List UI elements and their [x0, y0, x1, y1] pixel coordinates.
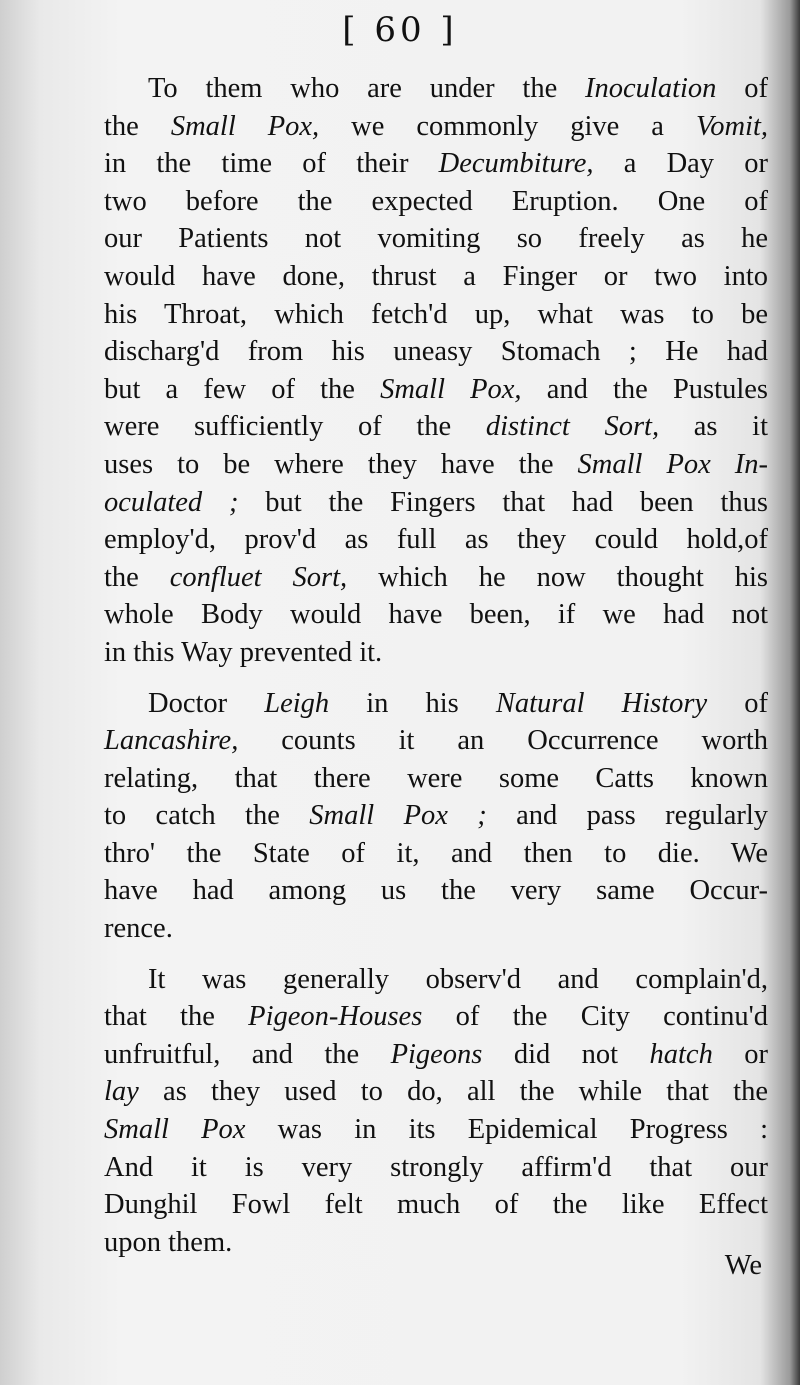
text-segment: but the Fingers that had been thus	[238, 486, 768, 518]
text-segment: unfruitful, and the	[104, 1038, 391, 1070]
text-segment: and the Pustules	[521, 373, 768, 405]
body-text	[104, 70, 768, 1261]
text-line	[104, 108, 768, 146]
text-segment: the	[104, 561, 170, 593]
text-segment: that the	[104, 1001, 249, 1033]
text-line	[104, 521, 768, 559]
text-segment: of	[707, 687, 768, 719]
text-segment: employ'd, prov'd as full as they could hold,of	[104, 524, 768, 556]
text-line	[104, 183, 768, 221]
text-line	[104, 1073, 768, 1111]
italic-segment: Decumbiture,	[438, 148, 594, 180]
text-line	[104, 1149, 768, 1187]
text-segment: thro' the State of it, and then to die. We	[104, 837, 768, 869]
text-line	[104, 145, 768, 183]
text-line	[104, 371, 768, 409]
text-segment: two before the expected Eruption. One of	[104, 185, 768, 217]
text-segment: And it is very strongly affirm'd that our	[104, 1151, 768, 1183]
text-line	[104, 296, 768, 334]
text-segment: as they used to do, all the while that the	[138, 1076, 768, 1108]
text-segment: upon them.	[104, 1226, 233, 1258]
text-segment: but a few of the	[104, 373, 381, 405]
italic-segment: distinct Sort,	[485, 411, 660, 443]
catchword: We	[724, 1250, 762, 1281]
italic-segment: Small Pox	[104, 1114, 246, 1146]
italic-segment: Inoculation	[585, 73, 717, 104]
text-line	[104, 1224, 768, 1262]
italic-segment: Small Pox,	[380, 373, 522, 405]
italic-segment: lay	[104, 1076, 139, 1108]
text-line	[104, 797, 768, 835]
text-segment: in the time of their	[104, 148, 439, 180]
text-line	[104, 559, 768, 597]
italic-segment: Lancashire,	[104, 725, 239, 757]
text-line	[104, 70, 768, 108]
text-line	[104, 258, 768, 296]
text-segment: relating, that there were some Catts known	[104, 762, 768, 794]
text-line	[104, 1036, 768, 1074]
paragraph-gap	[104, 948, 768, 961]
text-line	[104, 722, 768, 760]
italic-segment: Vomit,	[695, 110, 768, 142]
text-segment: to catch the	[104, 800, 310, 832]
text-segment: was in its Epidemical Progress :	[245, 1114, 769, 1146]
italic-segment: Natural History	[495, 687, 708, 719]
text-line	[104, 998, 768, 1036]
text-segment: our Patients not vomiting so freely as he	[104, 223, 768, 255]
text-segment: of the City continu'd	[422, 1001, 768, 1033]
text-segment: in this Way prevented it.	[104, 636, 383, 668]
text-segment: To them who are under the	[148, 73, 586, 104]
text-segment: we commonly give a	[319, 110, 696, 142]
text-line	[104, 835, 768, 873]
text-segment: in his	[329, 687, 496, 719]
text-line	[104, 961, 768, 999]
text-segment: would have done, thrust a Finger or two into	[104, 260, 768, 292]
text-segment: Dunghil Fowl felt much of the like Effect	[104, 1189, 768, 1221]
text-segment: did not	[482, 1038, 650, 1070]
text-segment: rence.	[104, 913, 173, 945]
italic-segment: Pigeons	[390, 1038, 483, 1070]
text-segment: Doctor	[148, 687, 265, 719]
text-line	[104, 333, 768, 371]
text-line	[104, 760, 768, 798]
page-number: [ 60 ]	[342, 10, 458, 50]
italic-segment: confluet Sort,	[169, 561, 348, 593]
text-segment: have had among us the very same Occur-	[104, 875, 768, 907]
text-segment: counts it an Occurrence worth	[238, 725, 768, 757]
text-segment: his Throat, which fetch'd up, what was to be	[104, 298, 768, 330]
text-segment: whole Body would have been, if we had not	[104, 599, 768, 631]
italic-segment: Pigeon-Houses	[248, 1001, 423, 1033]
text-line	[104, 446, 768, 484]
text-line	[104, 910, 768, 948]
text-segment: uses to be where they have the	[104, 448, 578, 480]
paragraph-gap	[104, 672, 768, 685]
text-line	[104, 484, 768, 522]
italic-segment: Small Pox ;	[309, 800, 487, 832]
text-line	[104, 1111, 768, 1149]
text-segment: the	[104, 110, 171, 142]
text-segment: and pass regularly	[486, 800, 768, 832]
text-segment: which he now thought his	[347, 561, 768, 593]
text-line	[104, 596, 768, 634]
text-line	[104, 634, 768, 672]
italic-segment: hatch	[649, 1038, 713, 1070]
text-line	[104, 872, 768, 910]
text-segment: were sufficiently of the	[104, 411, 486, 443]
text-segment: as it	[659, 411, 768, 443]
text-segment: discharg'd from his uneasy Stomach ; He had	[104, 336, 768, 368]
text-line	[104, 220, 768, 258]
text-line	[104, 408, 768, 446]
text-segment: It was generally observ'd and complain'd,	[148, 963, 768, 995]
italic-segment: Small Pox,	[170, 110, 320, 142]
text-segment: of	[716, 73, 768, 104]
italic-segment: oculated ;	[104, 486, 239, 518]
text-segment: or	[712, 1038, 768, 1070]
italic-segment: Small Pox In-	[577, 448, 768, 480]
text-line	[104, 685, 768, 723]
text-line	[104, 1186, 768, 1224]
italic-segment: Leigh	[264, 687, 330, 719]
text-segment: a Day or	[593, 148, 769, 180]
